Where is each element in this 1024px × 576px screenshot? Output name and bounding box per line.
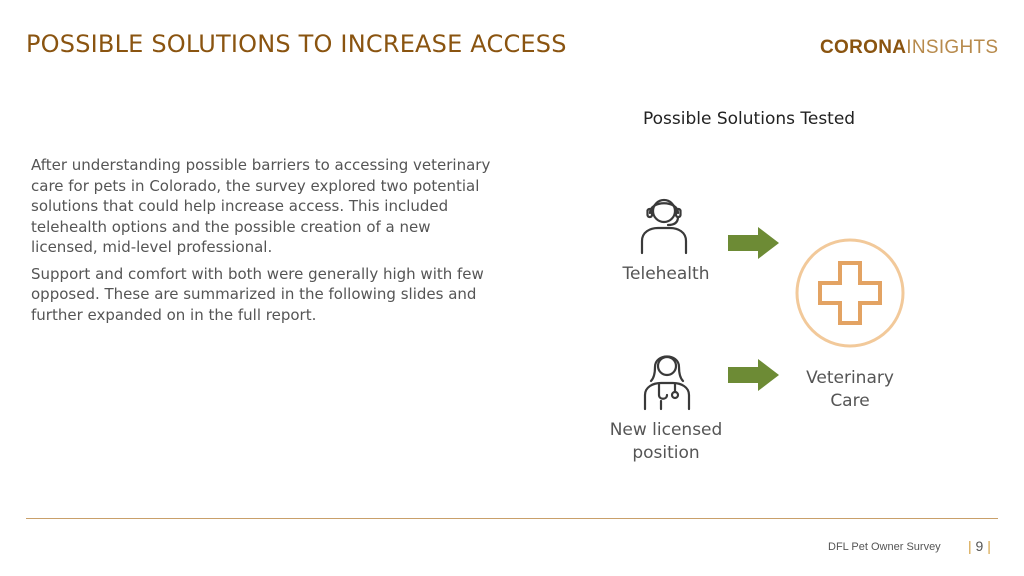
- arrow-right-icon: [728, 358, 780, 392]
- corona-insights-logo: [820, 37, 998, 59]
- page-title: POSSIBLE SOLUTIONS TO INCREASE ACCESS: [26, 30, 567, 58]
- new-position-label-line2: position: [632, 443, 700, 463]
- telehealth-label: Telehealth: [622, 264, 710, 284]
- medical-cross-icon: [794, 237, 906, 349]
- vet-care-label-line2: Care: [830, 391, 870, 411]
- body-text: [31, 155, 501, 331]
- new-position-label: [586, 419, 746, 465]
- page-number-value: 9: [975, 538, 984, 554]
- body-paragraph-1: After understanding possible barriers to accessing veterinary care for pets in Colorado, the survey explored two potential solutions that could help increase access. This included telehealth options and the possible creation of a new licensed, mid-level professional.: [31, 156, 491, 256]
- arrow-right-icon: [728, 226, 780, 260]
- footer-text: DFL Pet Owner Survey: [828, 541, 941, 553]
- diagram-title: Possible Solutions Tested: [643, 109, 856, 129]
- page-number: | 9 |: [968, 538, 991, 554]
- vet-care-label-line1: Veterinary: [806, 368, 894, 388]
- body-paragraph-2: Support and comfort with both were generally high with few opposed. These are summarized in the following slides and further expanded on in the full report.: [31, 264, 484, 324]
- veterinary-care-label: [780, 367, 920, 413]
- new-position-label-line1: New licensed: [609, 420, 723, 440]
- headset-person-icon: [636, 192, 692, 256]
- logo-bold-text: CORONA: [820, 37, 907, 58]
- footer-divider: [26, 518, 998, 519]
- logo-light-text: INSIGHTS: [906, 37, 999, 58]
- doctor-stethoscope-icon: [641, 345, 693, 411]
